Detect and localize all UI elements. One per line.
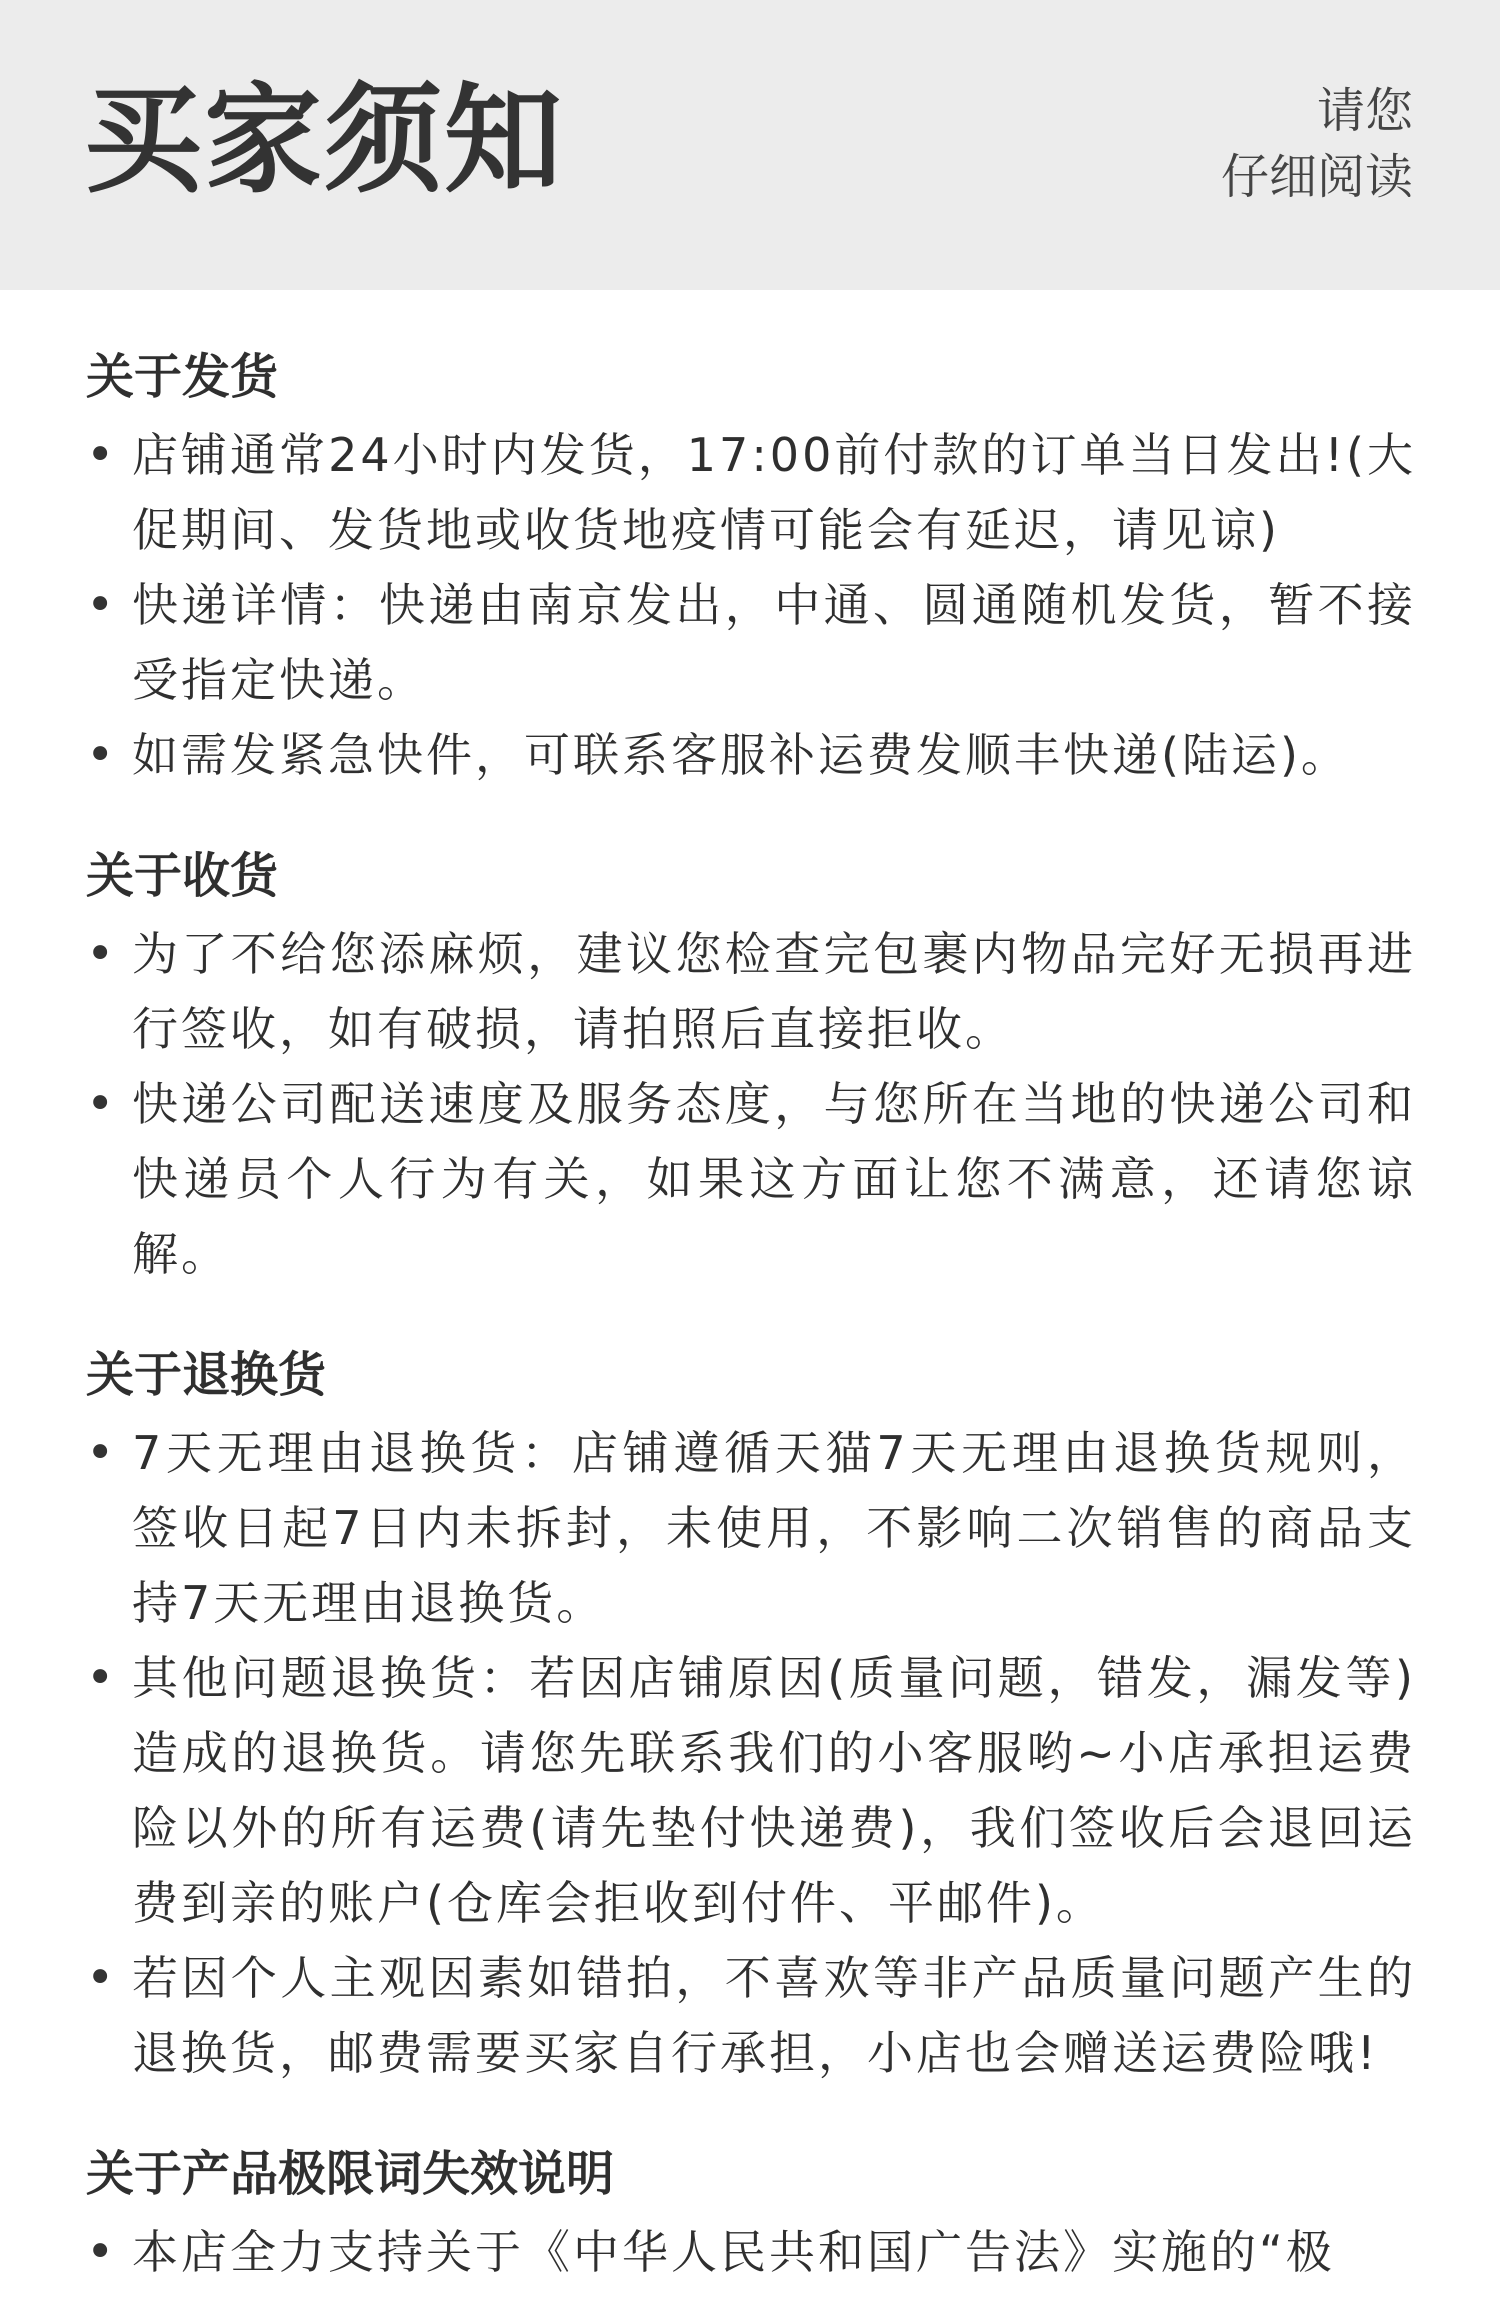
read-carefully-note	[1221, 78, 1413, 210]
list-item-text: 其他问题退换货：若因店铺原因(质量问题，错发，漏发等)造成的退换货。请您先联系我们的小客服哟~小店承担运费险以外的所有运费(请先垫付快递费)，我们签收后会退回运费到亲的账户(仓库会拒收到付件、平邮件)。	[132, 1651, 1416, 1930]
list-item	[86, 2215, 1416, 2290]
list-item-text: 如需发紧急快件，可联系客服补运费发顺丰快递(陆运)。	[132, 728, 1350, 782]
list-item	[86, 1416, 1416, 1641]
read-carefully-line-1: 请您	[1316, 83, 1413, 139]
list-item	[86, 418, 1416, 568]
section-title: 关于退换货	[86, 1347, 327, 1403]
bullet-icon: •	[86, 1650, 115, 1706]
list-item	[86, 568, 1416, 718]
list-item-text: 店铺通常24小时内发货，17:00前付款的订单当日发出!(大促期间、发货地或收货地疫情可能会有延迟，请见谅)	[132, 428, 1416, 557]
notice-content	[86, 340, 1416, 2322]
list-item	[86, 718, 1416, 793]
bullet-icon: •	[86, 2224, 115, 2280]
list-item-text: 快递公司配送速度及服务态度，与您所在当地的快递公司和快递员个人行为有关，如果这方面让您不满意，还请您谅解。	[132, 1077, 1416, 1281]
bullet-icon: •	[86, 1950, 115, 2006]
list-item-text: 本店全力支持关于《中华人民共和国广告法》实施的“极	[132, 2225, 1335, 2279]
notice-header	[0, 0, 1500, 290]
bullet-icon: •	[86, 427, 115, 483]
bullet-icon: •	[86, 926, 115, 982]
section-receiving	[86, 839, 1416, 1292]
list-item	[86, 1067, 1416, 1292]
section-title: 关于发货	[86, 349, 279, 405]
list-item-text: 7天无理由退换货：店铺遵循天猫7天无理由退换货规则，签收日起7日内未拆封，未使用，不影响二次销售的商品支持7天无理由退换货。	[132, 1426, 1416, 1630]
list-item-text: 若因个人主观因素如错拍，不喜欢等非产品质量问题产生的退换货，邮费需要买家自行承担，小店也会赠送运费险哦!	[132, 1951, 1416, 2080]
section-title: 关于收货	[86, 848, 279, 904]
list-item-text: 为了不给您添麻烦，建议您检查完包裹内物品完好无损再进行签收，如有破损，请拍照后直接拒收。	[132, 927, 1416, 1056]
list-item	[86, 1941, 1416, 2091]
bullet-icon: •	[86, 727, 115, 783]
page-title: 买家须知	[84, 71, 565, 209]
read-carefully-line-2: 仔细阅读	[1220, 149, 1413, 205]
list-item	[86, 1641, 1416, 1941]
bullet-icon: •	[86, 1076, 115, 1132]
list-item	[86, 917, 1416, 1067]
section-title: 关于产品极限词失效说明	[86, 2146, 615, 2202]
list-item-text: 快递详情：快递由南京发出，中通、圆通随机发货，暂不接受指定快递。	[132, 578, 1416, 707]
bullet-icon: •	[86, 1425, 115, 1481]
bullet-icon: •	[86, 577, 115, 633]
section-shipping	[86, 340, 1416, 793]
section-extreme-words	[86, 2137, 1416, 2290]
section-returns	[86, 1338, 1416, 2091]
